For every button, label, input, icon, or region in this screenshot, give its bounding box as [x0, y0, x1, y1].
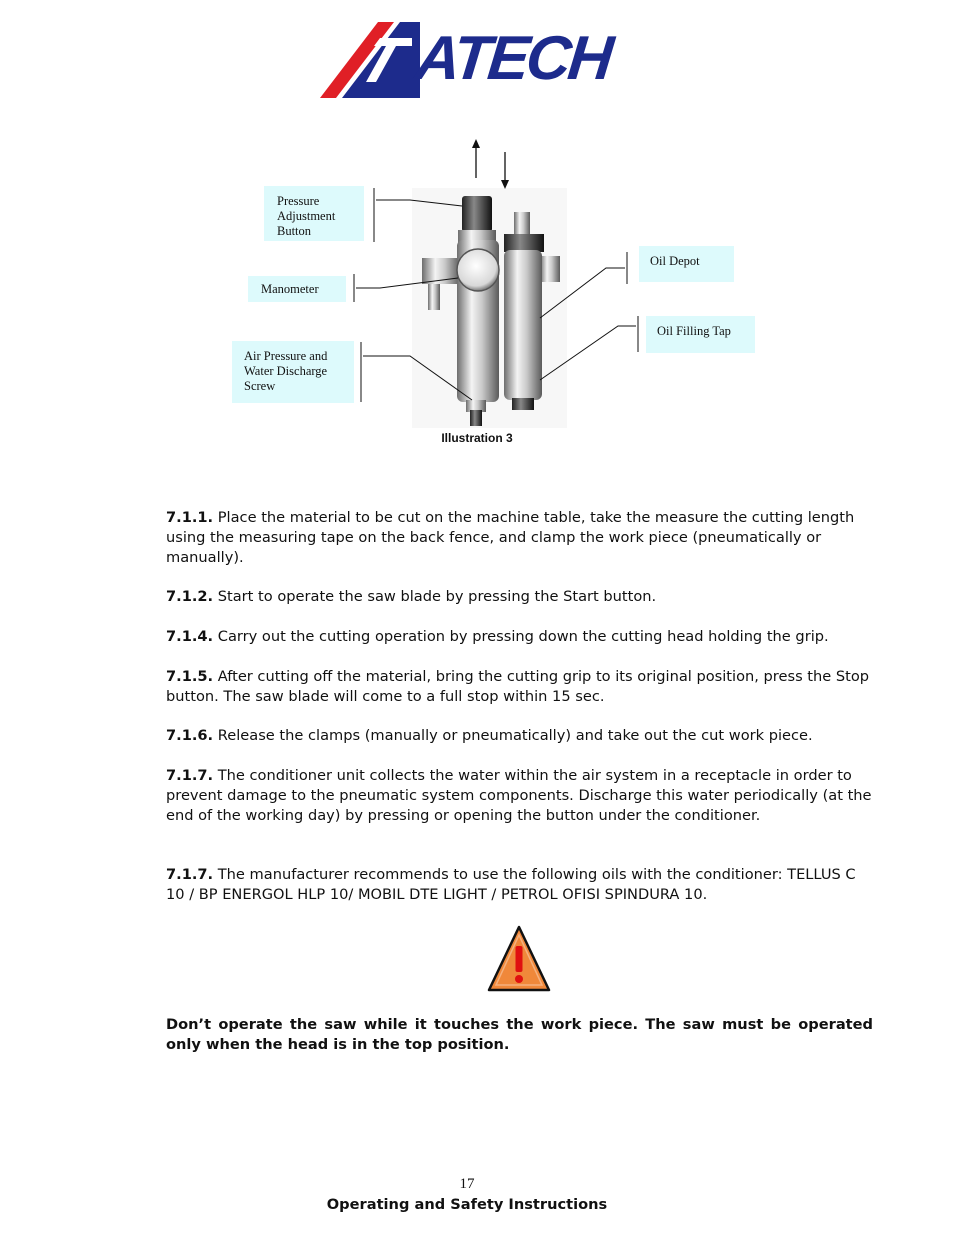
- conditioner-unit-drawing: [0, 0, 954, 460]
- callout-manometer: Manometer: [248, 276, 346, 302]
- callout-oil-depot: Oil Depot: [639, 246, 734, 282]
- section-7-1-7-oils: 7.1.7. The manufacturer recommends to use the following oils with the conditioner: TELLUS C 10 / BP ENERGOL HLP 10/ MOBIL DTE LIGHT / PETROL OFISI SPINDURA 10.: [166, 866, 856, 903]
- logo-text: ATECH: [412, 24, 614, 93]
- section-7-1-2: 7.1.2. Start to operate the saw blade by pressing the Start button.: [166, 588, 657, 605]
- section-7-1-5: 7.1.5. After cutting off the material, bring the cutting grip to its original position, press the Stop button. The saw blade will come to a full stop within 15 sec.: [166, 668, 870, 705]
- warning-triangle-icon: [486, 924, 552, 994]
- section-7-1-7-water: 7.1.7. The conditioner unit collects the water within the air system in a receptacle in order to prevent damage to the pneumatic system components. Discharge this water periodically (at the end of the working day) by pressing or opening the button under the conditioner.: [166, 767, 872, 824]
- section-7-1-6: 7.1.6. Release the clamps (manually or pneumatically) and take out the cut work piece.: [166, 727, 813, 744]
- up-arrow-icon: [472, 139, 480, 178]
- down-arrow-icon: [501, 152, 509, 189]
- callout-oil-filling-tap: Oil Filling Tap: [646, 316, 755, 353]
- footer-title: Operating and Safety Instructions: [326, 1196, 608, 1213]
- illustration-caption: Illustration 3: [441, 431, 513, 445]
- warning-text: Don’t operate the saw while it touches the work piece. The saw must be operated only when the head is in the top position.: [166, 1016, 873, 1053]
- section-7-1-4: 7.1.4. Carry out the cutting operation by pressing down the cutting head holding the grip.: [166, 628, 829, 645]
- callout-air-pressure-discharge-screw: Air Pressure and Water Discharge Screw: [232, 341, 354, 403]
- callout-pressure-adjustment-button: Pressure Adjustment Button: [264, 186, 364, 241]
- page-number: 17: [459, 1176, 475, 1192]
- manometer-gauge: [457, 249, 499, 291]
- section-7-1-1: 7.1.1. Place the material to be cut on the machine table, take the measure the cutting length using the measuring tape on the back fence, and clamp the work piece (pneumatically or manually).: [166, 509, 855, 566]
